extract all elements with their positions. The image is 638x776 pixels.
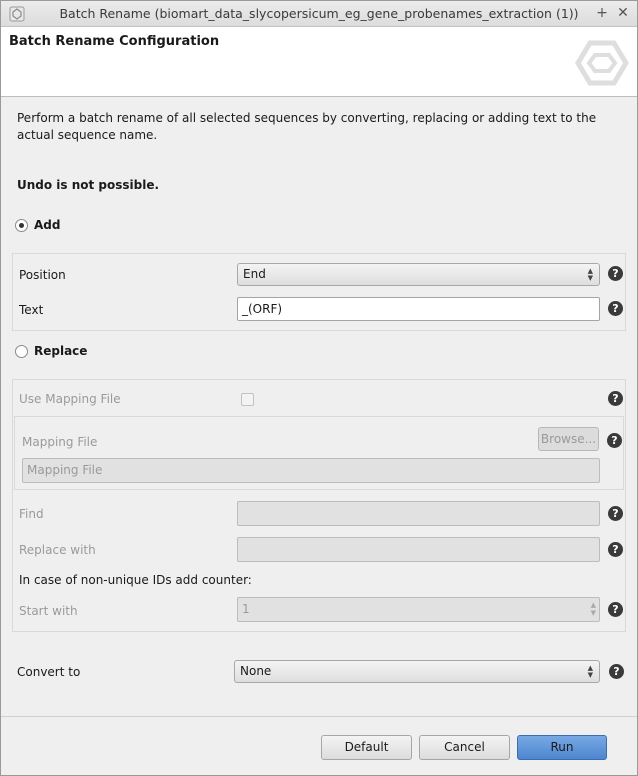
help-icon[interactable]: ? <box>608 542 623 557</box>
replace-with-input[interactable] <box>237 537 600 562</box>
dialog-content <box>1 98 637 716</box>
help-icon[interactable]: ? <box>607 433 622 448</box>
convert-to-select-value: None <box>240 664 272 678</box>
dialog-header <box>1 27 637 97</box>
maximize-icon[interactable]: + <box>596 5 608 21</box>
mapping-file-group <box>14 416 624 490</box>
help-icon[interactable]: ? <box>608 266 623 281</box>
undo-warning: Undo is not possible. <box>17 178 160 192</box>
select-arrows-icon: ▲ ▼ <box>587 267 593 282</box>
add-text-input[interactable]: _(ORF) <box>237 297 600 321</box>
hexagon-logo-icon <box>575 39 629 87</box>
mapping-file-input[interactable]: Mapping File <box>22 458 600 483</box>
page-title: Batch Rename Configuration <box>9 34 220 49</box>
help-icon[interactable]: ? <box>608 391 623 406</box>
convert-to-label: Convert to <box>17 665 81 679</box>
cancel-button[interactable]: Cancel <box>419 735 510 760</box>
window-title: Batch Rename (biomart_data_slycopersicum_eg_gene_probenames_extraction (1)) <box>59 6 579 21</box>
run-button[interactable]: Run <box>517 735 607 760</box>
browse-button[interactable]: Browse... <box>538 427 599 451</box>
counter-note: In case of non-unique IDs add counter: <box>19 573 252 587</box>
add-radio-label: Add <box>34 218 61 232</box>
start-with-spinner[interactable] <box>237 597 600 622</box>
add-group <box>12 253 626 331</box>
position-label: Position <box>19 268 66 282</box>
select-arrows-icon: ▲ ▼ <box>587 664 593 679</box>
position-select-value: End <box>243 267 266 281</box>
help-icon[interactable]: ? <box>608 506 623 521</box>
spinner-arrows-icon[interactable]: ▲ ▼ <box>590 601 596 617</box>
position-select[interactable] <box>237 263 600 286</box>
use-mapping-file-label: Use Mapping File <box>19 392 121 406</box>
add-radio-row[interactable] <box>15 218 60 232</box>
text-label: Text <box>19 303 44 317</box>
close-icon[interactable]: ✕ <box>617 5 629 21</box>
replace-radio-label: Replace <box>34 344 88 358</box>
default-button[interactable]: Default <box>321 735 412 760</box>
replace-group <box>12 379 626 632</box>
help-icon[interactable]: ? <box>608 301 623 316</box>
help-icon[interactable]: ? <box>608 602 623 617</box>
description-text: Perform a batch rename of all selected sequences by converting, replacing or adding text to the actual sequence name. <box>17 111 597 142</box>
title-bar[interactable] <box>1 1 637 27</box>
start-with-value: 1 <box>242 602 250 616</box>
replace-with-label: Replace with <box>19 543 96 557</box>
replace-radio[interactable] <box>15 345 28 358</box>
start-with-label: Start with <box>19 604 78 618</box>
use-mapping-file-checkbox[interactable] <box>241 393 254 406</box>
help-icon[interactable]: ? <box>609 664 624 679</box>
footer-divider <box>1 716 637 717</box>
convert-to-select[interactable] <box>234 660 600 683</box>
find-label: Find <box>19 507 44 521</box>
replace-radio-row[interactable] <box>15 344 87 358</box>
add-radio[interactable] <box>15 219 28 232</box>
find-input[interactable] <box>237 501 600 526</box>
mapping-file-label: Mapping File <box>22 435 98 449</box>
